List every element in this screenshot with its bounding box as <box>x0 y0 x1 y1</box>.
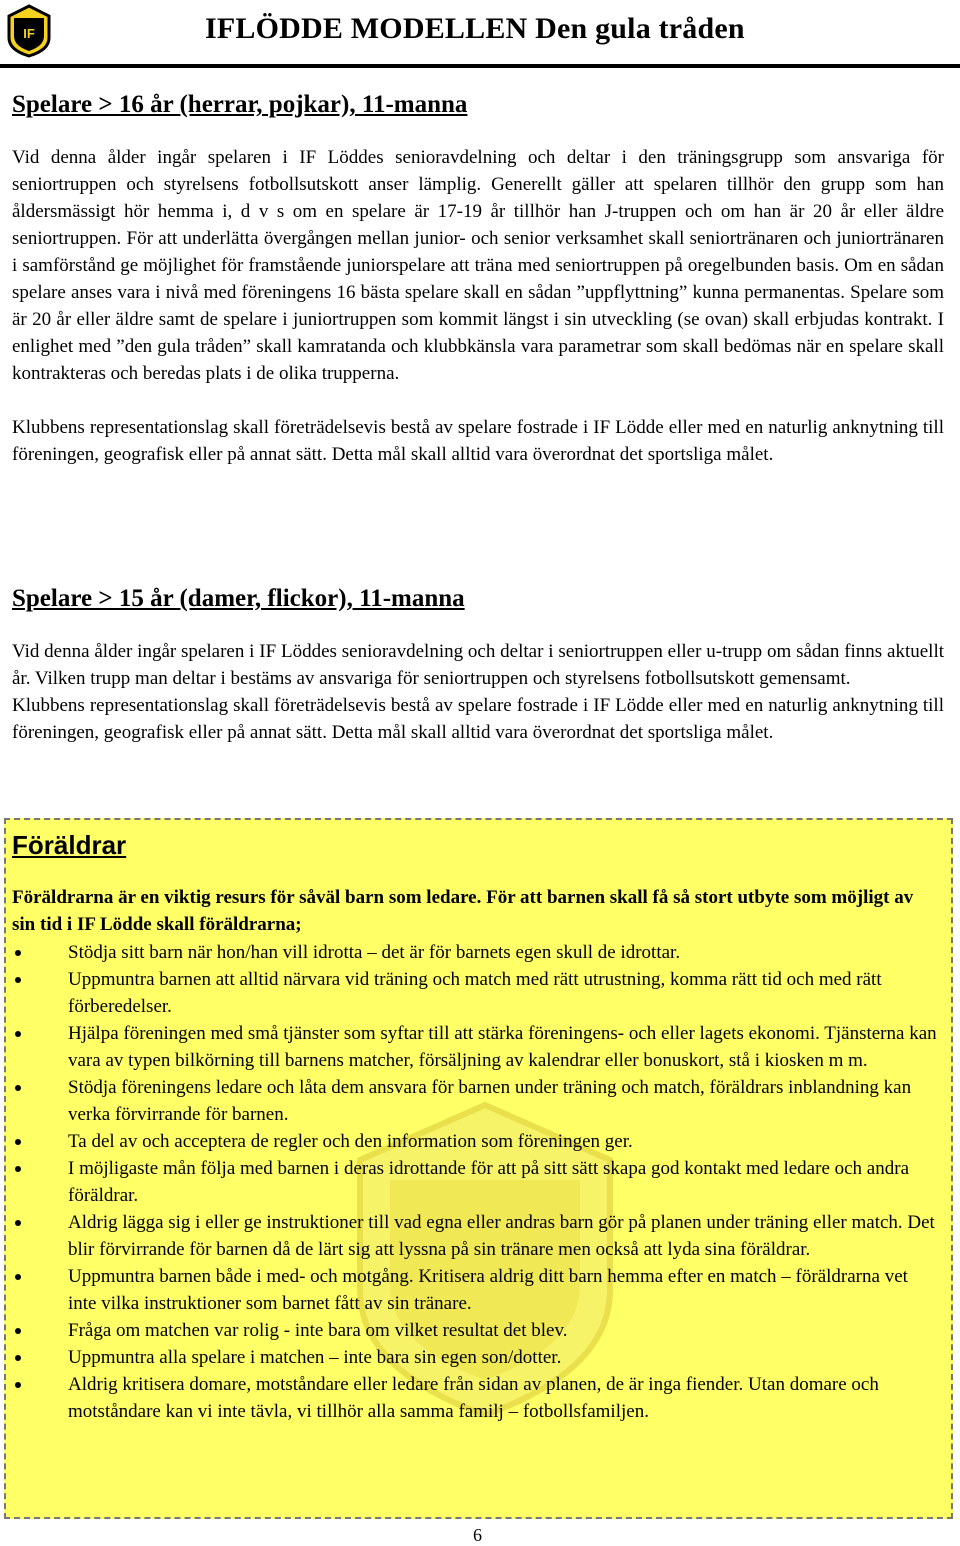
list-item: I möjligaste mån följa med barnen i deras idrottande för att på sitt sätt skapa god kontakt med ledare och andra föräldrar. <box>12 1155 937 1209</box>
parents-heading: Föräldrar <box>12 830 127 860</box>
header-divider <box>0 64 960 68</box>
list-item: Fråga om matchen var rolig - inte bara om vilket resultat det blev. <box>12 1317 937 1344</box>
section-seniors-men <box>12 90 944 468</box>
page-number: 6 <box>473 1525 482 1545</box>
section-seniors-women <box>12 584 944 746</box>
bullet-icon <box>15 1382 21 1388</box>
bullet-icon <box>15 1166 21 1172</box>
page-header <box>0 0 960 62</box>
club-logo-icon <box>6 4 52 58</box>
list-item: Aldrig kritisera domare, motståndare eller ledare från sidan av planen, de är inga fiender. Utan domare och motståndare kan vi inte tävla, vi tillhör alla samma familj – fotbollsfamiljen. <box>12 1371 937 1425</box>
bullet-icon <box>15 1139 21 1145</box>
paragraph: Klubbens representationslag skall företrädelsevis bestå av spelare fostrade i IF Lödde eller med en naturlig anknytning till föreningen, geografisk eller på annat sätt. Detta mål skall alltid vara överordnat det sportsliga målet. <box>12 417 944 465</box>
bullet-icon <box>15 1274 21 1280</box>
parents-bullet-list <box>12 939 937 1425</box>
bullet-icon <box>15 1328 21 1334</box>
paragraph: Vid denna ålder ingår spelaren i IF Löddes senioravdelning och deltar i seniortruppen eller u-trupp om sådan finns aktuellt år. Vilken trupp man deltar i bestäms av ansvariga för seniortruppen och styrelsens fotbollsutskott gemensamt. <box>12 641 944 689</box>
bullet-icon <box>15 1031 21 1037</box>
list-item: Stödja sitt barn när hon/han vill idrotta – det är för barnets egen skull de idrottar. <box>12 939 937 966</box>
list-item: Ta del av och acceptera de regler och den information som föreningen ger. <box>12 1128 937 1155</box>
bullet-icon <box>15 1085 21 1091</box>
list-item: Uppmuntra alla spelare i matchen – inte bara sin egen son/dotter. <box>12 1344 937 1371</box>
paragraph: Klubbens representationslag skall företrädelsevis bestå av spelare fostrade i IF Lödde eller med en naturlig anknytning till föreningen, geografisk eller på annat sätt. Detta mål skall alltid vara överordnat det sportsliga målet. <box>12 695 944 743</box>
section-heading: Spelare > 16 år (herrar, pojkar), 11-manna <box>12 91 468 118</box>
bullet-icon <box>15 1220 21 1226</box>
bullet-icon <box>15 950 21 956</box>
document-title: IFLÖDDE MODELLEN Den gula tråden <box>205 12 745 45</box>
bullet-icon <box>15 1355 21 1361</box>
svg-text:IF: IF <box>23 26 35 41</box>
list-item: Hjälpa föreningen med små tjänster som syftar till att stärka föreningens- och eller lagets ekonomi. Tjänsterna kan vara av typen bilkörning till barnens matcher, försäljning av kalendrar eller bonuskort, stå i kiosken m m. <box>12 1020 937 1074</box>
paragraph: Vid denna ålder ingår spelaren i IF Löddes senioravdelning och deltar i den träningsgrupp som ansvariga för seniortruppen och styrelsens fotbollsutskott anser lämplig. Generellt gäller att spelaren tillhör den grupp som han åldersmässigt hör hemma i, d v s om en spelare är 17-19 år tillhör han J-truppen och om han är 20 år eller äldre seniortruppen. För att underlätta övergången mellan junior- och senior verksamhet skall seniortränaren och juniortränaren i samförstånd ge möjlighet för framstående juniorspelare att träna med seniortruppen på oregelbunden basis. Om en sådan spelare anses vara i nivå med föreningens 16 bästa spelare skall en sådan ”uppflyttning” kunna permanentas. Spelare som är 20 år eller äldre samt de spelare i juniortruppen som kommit längst i sin utveckling (se ovan) skall erbjudas kontrakt. I enlighet med ”den gula tråden” skall kamratanda och klubbkänsla vara parametrar som skall bedömas när en spelare skall kontrakteras och beredas plats i de olika trupperna. <box>12 147 944 384</box>
list-item: Uppmuntra barnen både i med- och motgång. Kritisera aldrig ditt barn hemma efter en match – föräldrarna vet inte vilka instruktioner som barnet fått av sin tränare. <box>12 1263 937 1317</box>
section-heading: Spelare > 15 år (damer, flickor), 11-manna <box>12 585 465 612</box>
list-item: Uppmuntra barnen att alltid närvara vid träning och match med rätt utrustning, komma rätt tid och med rätt förberedelser. <box>12 966 937 1020</box>
bullet-icon <box>15 977 21 983</box>
list-item: Stödja föreningens ledare och låta dem ansvara för barnen under träning och match, föräldrars inblandning kan verka förvirrande för barnen. <box>12 1074 937 1128</box>
parents-intro: Föräldrarna är en viktig resurs för såväl barn som ledare. För att barnen skall få så stort utbyte som möjligt av sin tid i IF Lödde skall föräldrarna; <box>12 887 914 935</box>
list-item: Aldrig lägga sig i eller ge instruktioner till vad egna eller andras barn gör på planen under träning eller match. Det blir förvirrande för barnen då de lärt sig att lyssna på sin tränare men också att lyda sina föräldrar. <box>12 1209 937 1263</box>
